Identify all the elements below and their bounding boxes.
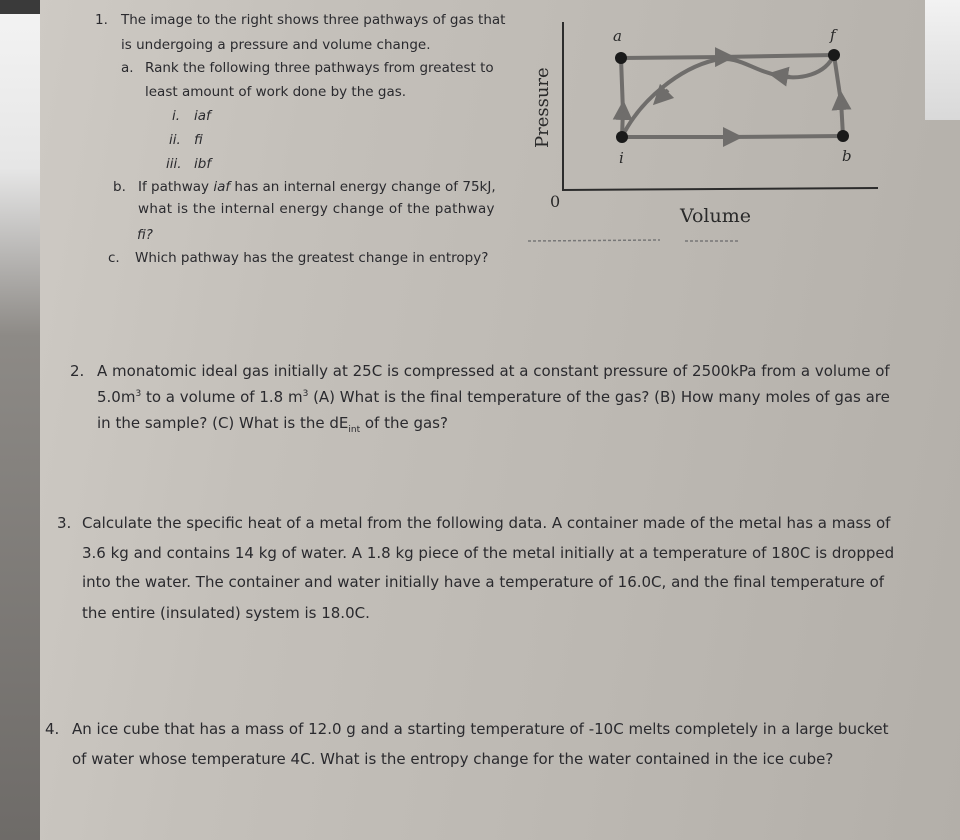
label-f: f (830, 26, 836, 44)
q1c-label: c. (108, 250, 120, 266)
copyright-line (528, 240, 660, 241)
q1a-item-num: iii. (166, 156, 182, 172)
q1a-line1: Rank the following three pathways from greatest to (145, 60, 494, 76)
q1a-item-path: iaf (194, 108, 211, 124)
q1b-line2: what is the internal energy change of the pathway (138, 201, 495, 217)
q1a-label: a. (121, 60, 134, 76)
q3-line: into the water. The container and water initially have a temperature of 16.0C, and the final temperature of (82, 573, 885, 591)
path-f-to-i (622, 55, 834, 137)
q1-line1: The image to the right shows three pathways of gas that (121, 12, 506, 28)
pv-diagram (0, 0, 960, 260)
y-axis-label: Pressure (532, 67, 553, 148)
q2-question-ab: (A) What is the final temperature of the gas? (B) How many moles of gas are (308, 388, 890, 406)
point-b (837, 130, 849, 142)
path-a-to-f (621, 57, 725, 58)
point-a (615, 52, 627, 64)
q2-line1: A monatomic ideal gas initially at 25C is compressed at a constant pressure of 2500kPa from a volume of (97, 362, 890, 380)
q2-volume-initial: 5.0m (97, 388, 136, 406)
q2-volume-final: to a volume of 1.8 m (141, 388, 303, 406)
q1b-pre: If pathway (138, 179, 214, 195)
path-b-to-f-seg (834, 55, 841, 102)
origin-label: 0 (550, 192, 561, 211)
q1b-path: iaf (213, 179, 231, 195)
q3-line: 3.6 kg and contains 14 kg of water. A 1.8 kg piece of the metal initially at a temperature of 180C is dropped (82, 544, 895, 562)
q1a-line2: least amount of work done by the gas. (145, 84, 407, 100)
q2-number: 2. (70, 362, 85, 380)
q2-sub: int (348, 425, 361, 435)
q4-number: 4. (45, 720, 60, 738)
q2-question-c: in the sample? (C) What is the dE (97, 414, 349, 432)
q2-sup: 3 (135, 389, 142, 399)
label-b: b (842, 147, 852, 165)
point-i (616, 131, 628, 143)
q1a-item-num: ii. (169, 132, 181, 148)
q3-line: Calculate the specific heat of a metal from the following data. A container made of the metal has a mass of (82, 514, 891, 532)
point-f (828, 49, 840, 61)
path-a-to-f-seg (720, 55, 834, 57)
q1a-item-path: fi (194, 132, 203, 148)
q3-line: the entire (insulated) system is 18.0C. (82, 604, 370, 622)
q1a-item-path: ibf (194, 156, 212, 172)
path-i-to-a-seg (621, 58, 623, 112)
q1a-item-num: i. (172, 108, 181, 124)
q2-line3 (97, 414, 448, 435)
q1b-post: has an internal energy change of 75kJ, (230, 179, 496, 195)
q2-question-c-end: of the gas? (360, 414, 448, 432)
q1b-label: b. (113, 179, 126, 195)
q4-line: of water whose temperature 4C. What is the entropy change for the water contained in the ice cube? (72, 750, 834, 768)
x-axis-label: Volume (680, 205, 751, 227)
q1-number: 1. (95, 12, 108, 28)
path-f-to-i-arrow1 (778, 75, 790, 77)
q2-sup: 3 (302, 389, 309, 399)
q2-line2 (97, 388, 890, 406)
x-axis (563, 188, 878, 190)
path-f-to-i-arrow2 (660, 90, 668, 98)
q1b-line3: fi? (137, 227, 153, 243)
path-i-to-b-seg (728, 136, 843, 137)
q3-number: 3. (57, 514, 72, 532)
q1c-text: Which pathway has the greatest change in entropy? (135, 250, 489, 266)
label-i: i (619, 149, 624, 167)
q1-line2: is undergoing a pressure and volume change. (121, 37, 431, 53)
label-a: a (613, 27, 622, 45)
q4-line: An ice cube that has a mass of 12.0 g and a starting temperature of -10C melts completely in a large bucket (72, 720, 889, 738)
